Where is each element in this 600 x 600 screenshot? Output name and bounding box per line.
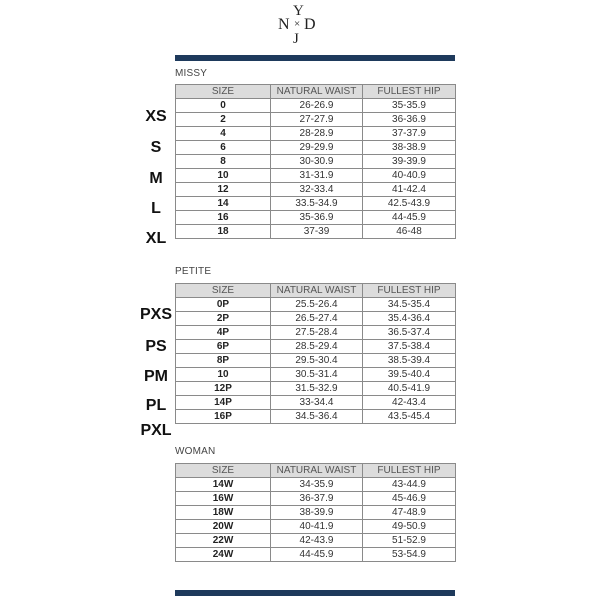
size-cell: 2P (176, 312, 271, 326)
table-row (176, 99, 456, 113)
logo-letter-n: N (278, 16, 290, 33)
logo-letter-x: × (294, 18, 301, 30)
waist-cell: 28.5-29.4 (271, 340, 363, 354)
size-cell: 10 (176, 169, 271, 183)
column-header-fullest-hip: FULLEST HIP (363, 284, 456, 298)
table-row (176, 127, 456, 141)
logo-letter-j: J (293, 31, 299, 47)
petite-size-table (175, 283, 456, 424)
column-header-size: SIZE (176, 284, 271, 298)
table-row (176, 326, 456, 340)
waist-cell: 32-33.4 (271, 183, 363, 197)
waist-cell: 28-28.9 (271, 127, 363, 141)
column-header-natural-waist: NATURAL WAIST (271, 464, 363, 478)
table-row (176, 312, 456, 326)
section-title-petite: PETITE (175, 266, 212, 277)
missy-size-table (175, 84, 456, 239)
brand-logo (276, 2, 326, 52)
top-divider (175, 55, 455, 61)
size-cell: 4P (176, 326, 271, 340)
table-header-row (176, 284, 456, 298)
size-cell: 14P (176, 396, 271, 410)
waist-cell: 26-26.9 (271, 99, 363, 113)
table-row (176, 183, 456, 197)
waist-cell: 40-41.9 (271, 520, 363, 534)
waist-cell: 29-29.9 (271, 141, 363, 155)
missy-label-l: L (151, 200, 161, 217)
table-row (176, 155, 456, 169)
size-cell: 14W (176, 478, 271, 492)
table-row (176, 354, 456, 368)
table-row (176, 506, 456, 520)
hip-cell: 43.5-45.4 (363, 410, 456, 424)
hip-cell: 41-42.4 (363, 183, 456, 197)
size-cell: 16W (176, 492, 271, 506)
hip-cell: 37.5-38.4 (363, 340, 456, 354)
petite-label-pxl: PXL (140, 422, 172, 439)
size-cell: 8P (176, 354, 271, 368)
waist-cell: 30-30.9 (271, 155, 363, 169)
size-cell: 6P (176, 340, 271, 354)
waist-cell: 44-45.9 (271, 548, 363, 562)
section-title-woman: WOMAN (175, 446, 216, 457)
hip-cell: 36-36.9 (363, 113, 456, 127)
missy-label-xl: XL (145, 230, 167, 247)
hip-cell: 46-48 (363, 225, 456, 239)
petite-label-pxs: PXS (139, 306, 172, 323)
waist-cell: 25.5-26.4 (271, 298, 363, 312)
waist-cell: 34-35.9 (271, 478, 363, 492)
table-row (176, 113, 456, 127)
size-cell: 20W (176, 520, 271, 534)
logo-letter-d: D (304, 16, 316, 33)
hip-cell: 40-40.9 (363, 169, 456, 183)
size-cell: 18 (176, 225, 271, 239)
hip-cell: 44-45.9 (363, 211, 456, 225)
table-row (176, 197, 456, 211)
waist-cell: 33-34.4 (271, 396, 363, 410)
waist-cell: 27-27.9 (271, 113, 363, 127)
hip-cell: 40.5-41.9 (363, 382, 456, 396)
size-cell: 2 (176, 113, 271, 127)
waist-cell: 31.5-32.9 (271, 382, 363, 396)
table-row (176, 396, 456, 410)
table-row (176, 548, 456, 562)
table-row (176, 520, 456, 534)
size-cell: 22W (176, 534, 271, 548)
size-cell: 0P (176, 298, 271, 312)
waist-cell: 38-39.9 (271, 506, 363, 520)
petite-label-pl: PL (145, 397, 167, 414)
waist-cell: 29.5-30.4 (271, 354, 363, 368)
table-row (176, 225, 456, 239)
table-row (176, 169, 456, 183)
table-row (176, 298, 456, 312)
petite-label-ps: PS (145, 338, 167, 355)
size-cell: 4 (176, 127, 271, 141)
size-cell: 6 (176, 141, 271, 155)
table-row (176, 492, 456, 506)
hip-cell: 35-35.9 (363, 99, 456, 113)
bottom-divider (175, 590, 455, 596)
size-cell: 18W (176, 506, 271, 520)
size-cell: 12P (176, 382, 271, 396)
hip-cell: 47-48.9 (363, 506, 456, 520)
waist-cell: 36-37.9 (271, 492, 363, 506)
missy-label-m: M (149, 170, 163, 187)
column-header-natural-waist: NATURAL WAIST (271, 284, 363, 298)
column-header-fullest-hip: FULLEST HIP (363, 85, 456, 99)
table-row (176, 534, 456, 548)
waist-cell: 27.5-28.4 (271, 326, 363, 340)
table-header-row (176, 464, 456, 478)
waist-cell: 42-43.9 (271, 534, 363, 548)
size-cell: 0 (176, 99, 271, 113)
size-cell: 10 (176, 368, 271, 382)
hip-cell: 39-39.9 (363, 155, 456, 169)
table-row (176, 382, 456, 396)
hip-cell: 35.4-36.4 (363, 312, 456, 326)
size-cell: 14 (176, 197, 271, 211)
hip-cell: 38-38.9 (363, 141, 456, 155)
column-header-size: SIZE (176, 464, 271, 478)
waist-cell: 26.5-27.4 (271, 312, 363, 326)
table-row (176, 368, 456, 382)
hip-cell: 53-54.9 (363, 548, 456, 562)
waist-cell: 30.5-31.4 (271, 368, 363, 382)
hip-cell: 42-43.4 (363, 396, 456, 410)
waist-cell: 37-39 (271, 225, 363, 239)
hip-cell: 43-44.9 (363, 478, 456, 492)
column-header-size: SIZE (176, 85, 271, 99)
missy-label-xs: XS (145, 108, 167, 125)
size-cell: 16 (176, 211, 271, 225)
size-cell: 16P (176, 410, 271, 424)
hip-cell: 49-50.9 (363, 520, 456, 534)
hip-cell: 36.5-37.4 (363, 326, 456, 340)
hip-cell: 37-37.9 (363, 127, 456, 141)
hip-cell: 42.5-43.9 (363, 197, 456, 211)
section-title-missy: MISSY (175, 68, 208, 79)
woman-size-table (175, 463, 456, 562)
waist-cell: 33.5-34.9 (271, 197, 363, 211)
size-cell: 24W (176, 548, 271, 562)
size-cell: 8 (176, 155, 271, 169)
waist-cell: 35-36.9 (271, 211, 363, 225)
column-header-natural-waist: NATURAL WAIST (271, 85, 363, 99)
petite-label-pm: PM (144, 368, 168, 385)
hip-cell: 34.5-35.4 (363, 298, 456, 312)
table-row (176, 141, 456, 155)
hip-cell: 51-52.9 (363, 534, 456, 548)
table-row (176, 478, 456, 492)
table-row (176, 211, 456, 225)
column-header-fullest-hip: FULLEST HIP (363, 464, 456, 478)
waist-cell: 34.5-36.4 (271, 410, 363, 424)
waist-cell: 31-31.9 (271, 169, 363, 183)
hip-cell: 39.5-40.4 (363, 368, 456, 382)
size-cell: 12 (176, 183, 271, 197)
table-row (176, 410, 456, 424)
table-row (176, 340, 456, 354)
hip-cell: 45-46.9 (363, 492, 456, 506)
hip-cell: 38.5-39.4 (363, 354, 456, 368)
table-header-row (176, 85, 456, 99)
missy-label-s: S (150, 139, 162, 156)
logo-letter-y: Y (293, 3, 304, 19)
